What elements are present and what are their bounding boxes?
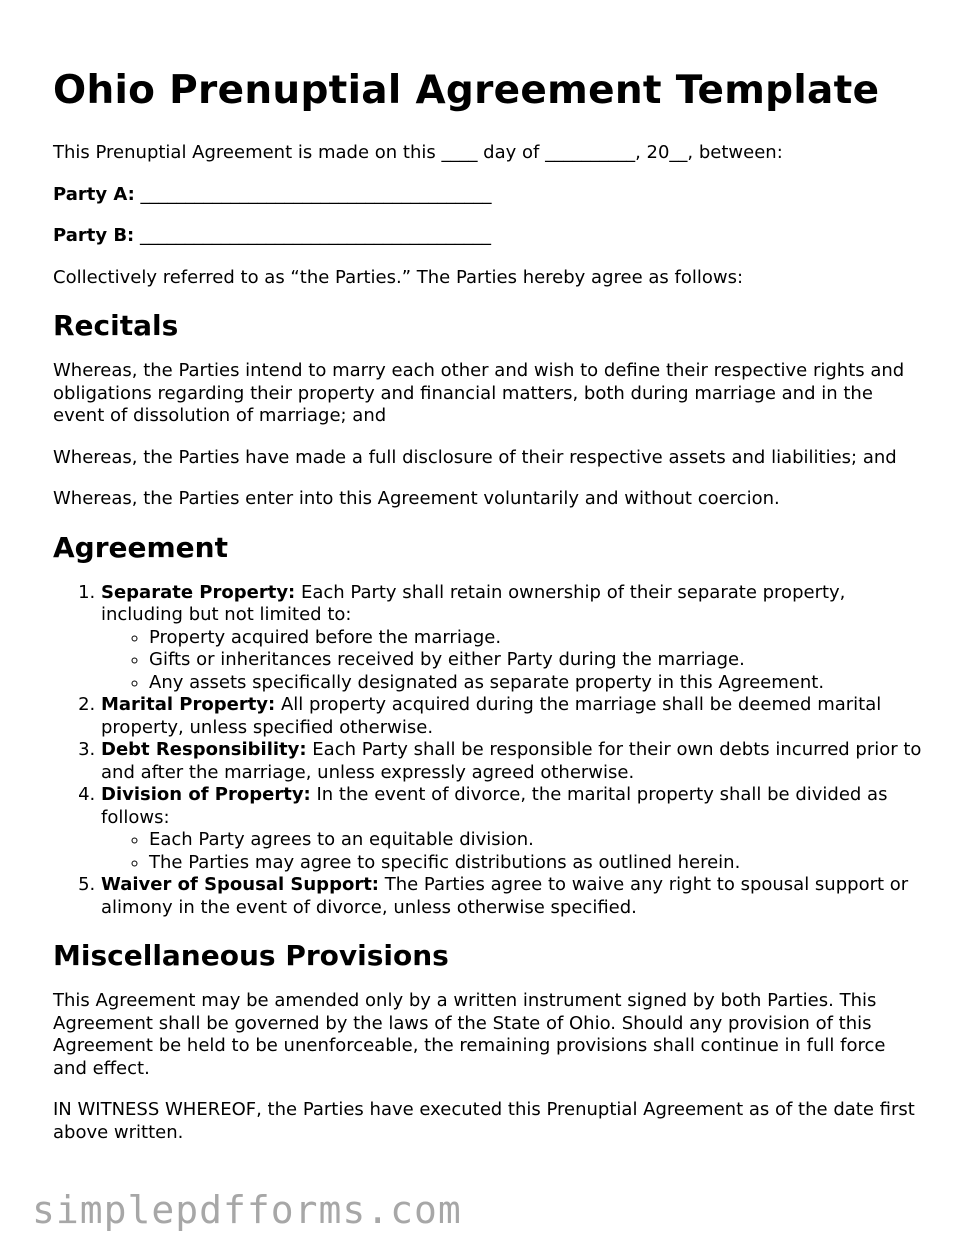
page-title: Ohio Prenuptial Agreement Template bbox=[53, 68, 880, 113]
agreement-item-label: Separate Property: bbox=[101, 581, 296, 603]
recital-paragraph: Whereas, the Parties have made a full disclosure of their respective assets and liabilities; and bbox=[53, 446, 897, 468]
party-a-label: Party A: bbox=[53, 183, 135, 205]
agreement-heading: Agreement bbox=[53, 530, 228, 564]
party-b-line bbox=[53, 225, 923, 248]
watermark: simplepdfforms.com bbox=[32, 1188, 462, 1232]
agreement-item-marital-property bbox=[101, 694, 923, 739]
misc-heading: Miscellaneous Provisions bbox=[53, 939, 449, 972]
agreement-item-text: The Parties agree to waive any right to spousal support or alimony in the event of divorce, unless otherwise specified. bbox=[101, 874, 909, 918]
agreement-item-separate-property bbox=[101, 582, 923, 695]
list-item: ◦ Each Party agrees to an equitable division. bbox=[149, 829, 923, 852]
agreement-item-text: In the event of divorce, the marital property shall be divided as follows: bbox=[101, 784, 888, 828]
witness-paragraph: IN WITNESS WHEREOF, the Parties have executed this Prenuptial Agreement as of the date first above written. bbox=[53, 1099, 915, 1143]
party-a-blank: _______________________________________ bbox=[140, 183, 492, 205]
party-a-line bbox=[53, 184, 923, 207]
recital-paragraph: Whereas, the Parties enter into this Agreement voluntarily and without coercion. bbox=[53, 488, 780, 509]
agreement-item-debt-responsibility bbox=[101, 739, 923, 784]
agreement-list bbox=[53, 582, 923, 920]
document-page bbox=[53, 62, 923, 1163]
agreement-item-label: Marital Property: bbox=[101, 694, 276, 715]
recitals-heading: Recitals bbox=[53, 309, 179, 342]
list-item: ◦ Property acquired before the marriage. bbox=[149, 627, 923, 650]
agreement-item-text: Each Party shall be responsible for their own debts incurred prior to and after the marriage, unless expressly agreed otherwise. bbox=[101, 739, 922, 783]
agreement-item-division-of-property bbox=[101, 784, 923, 874]
agreement-item-label: Division of Property: bbox=[101, 784, 311, 805]
party-b-blank: _______________________________________ bbox=[140, 225, 491, 246]
agreement-item-text: All property acquired during the marriage shall be deemed marital property, unless specified otherwise. bbox=[101, 694, 882, 738]
list-item: ◦ Any assets specifically designated as separate property in this Agreement. bbox=[149, 672, 923, 695]
agreement-item-text: Each Party shall retain ownership of their separate property, including but not limited to: bbox=[101, 581, 846, 625]
collective-statement: Collectively referred to as “the Parties.” The Parties hereby agree as follows: bbox=[53, 266, 744, 288]
agreement-item-label: Debt Responsibility: bbox=[101, 739, 307, 760]
agreement-sublist bbox=[101, 829, 923, 874]
list-item: ◦ The Parties may agree to specific distributions as outlined herein. bbox=[149, 852, 923, 875]
intro-line: This Prenuptial Agreement is made on this ____ day of __________, 20__, between: bbox=[53, 142, 783, 163]
agreement-item-waiver-spousal-support bbox=[101, 874, 923, 919]
agreement-item-label: Waiver of Spousal Support: bbox=[101, 874, 379, 895]
misc-paragraph: This Agreement may be amended only by a written instrument signed by both Parties. This Agreement shall be governed by the laws of the State of Ohio. Should any provision of this Agreement be held to be unenforceable, the remaining provisions shall continue in full force and effect. bbox=[53, 990, 886, 1079]
party-b-label: Party B: bbox=[53, 225, 135, 246]
recital-paragraph: Whereas, the Parties intend to marry each other and wish to define their respective rights and obligations regarding their property and financial matters, both during marriage and in the event of dissolution of marriage; and bbox=[53, 360, 905, 426]
list-item: ◦ Gifts or inheritances received by either Party during the marriage. bbox=[149, 649, 923, 672]
agreement-sublist bbox=[101, 627, 923, 695]
